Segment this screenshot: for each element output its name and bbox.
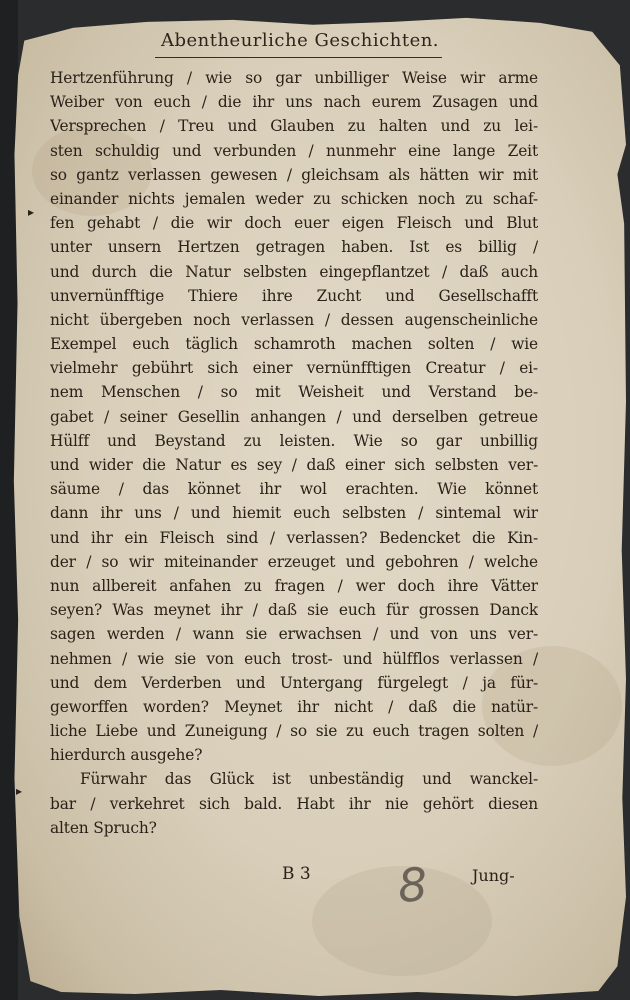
text-line: Versprechen / Treu und Glauben zu halten und zu lei- (50, 117, 538, 136)
text-line: nehmen / wie sie von euch trost- und hülfflos verlassen / (50, 649, 538, 668)
text-line: vielmehr gebührt sich einer vernünfftigen Creatur / ei- (50, 359, 538, 378)
text-line: sten schuldig und verbunden / nunmehr eine lange Zeit (50, 141, 538, 160)
text-line: der / so wir miteinander erzeuget und gebohren / welche (50, 552, 538, 571)
text-line: dann ihr uns / und hiemit euch selbsten / sintemal wir (50, 504, 538, 523)
text-line: alten Spruch? (50, 818, 157, 837)
text-line: hierdurch ausgehe? (50, 746, 203, 765)
text-line: Hülff und Beystand zu leisten. Wie so gar unbillig (50, 431, 538, 450)
margin-mark-bottom: ▸ (16, 784, 23, 798)
text-line: säume / das könnet ihr wol erachten. Wie könnet (50, 480, 538, 499)
text-line: liche Liebe und Zuneigung / so sie zu euch tragen solten / (50, 722, 538, 741)
text-line: unvernünfftige Thiere ihre Zucht und Gesellschafft (50, 286, 538, 305)
text-line: bar / verkehret sich bald. Habt ihr nie gehört diesen (50, 794, 538, 813)
text-line: gabet / seiner Gesellin anhangen / und derselben getreue (50, 407, 538, 426)
running-head: Abentheurliche Geschichten. (160, 30, 440, 51)
pencil-folio-number: 8 (396, 857, 430, 913)
catchword: Jung- (472, 866, 515, 885)
text-line: und ihr ein Fleisch sind / verlassen? Bedencket die Kin- (50, 528, 538, 547)
paragraph-start-line: Fürwahr das Glück ist unbeständig und wanckel- (80, 770, 538, 789)
text-line: Weiber von euch / die ihr uns nach eurem Zusagen und (50, 93, 538, 112)
body-text (50, 66, 538, 840)
text-line: Hertzenführung / wie so gar unbilliger Weise wir arme (50, 69, 538, 87)
header-rule (155, 57, 442, 58)
text-line: sagen werden / wann sie erwachsen / und von uns ver- (50, 625, 538, 644)
text-line: nun allbereit anfahen zu fragen / wer doch ihre Vätter (50, 576, 538, 595)
text-line: so gantz verlassen gewesen / gleichsam als hätten wir mit (50, 165, 538, 184)
text-line: und durch die Natur selbsten eingepflantzet / daß auch (50, 262, 538, 281)
text-line: geworffen worden? Meynet ihr nicht / daß die natür- (50, 697, 538, 716)
text-line: nicht übergeben noch verlassen / dessen augenscheinliche (50, 310, 538, 329)
text-line: unter unsern Hertzen getragen haben. Ist es billig / (50, 238, 538, 257)
text-line: Exempel euch täglich schamroth machen solten / wie (50, 335, 538, 354)
text-line: und wider die Natur es sey / daß einer sich selbsten ver- (50, 456, 538, 474)
text-line: fen gehabt / die wir doch euer eigen Fleisch und Blut (50, 214, 538, 233)
signature-mark: B 3 (282, 864, 311, 884)
text-line: einander nichts jemalen weder zu schicken noch zu schaf- (50, 189, 538, 208)
text-line: nem Menschen / so mit Weisheit und Verstand be- (50, 383, 538, 402)
text-line: seyen? Was meynet ihr / daß sie euch für grossen Danck (50, 601, 538, 620)
text-line: und dem Verderben und Untergang fürgelegt / ja für- (50, 673, 538, 692)
margin-mark-top: ▸ (28, 205, 35, 219)
